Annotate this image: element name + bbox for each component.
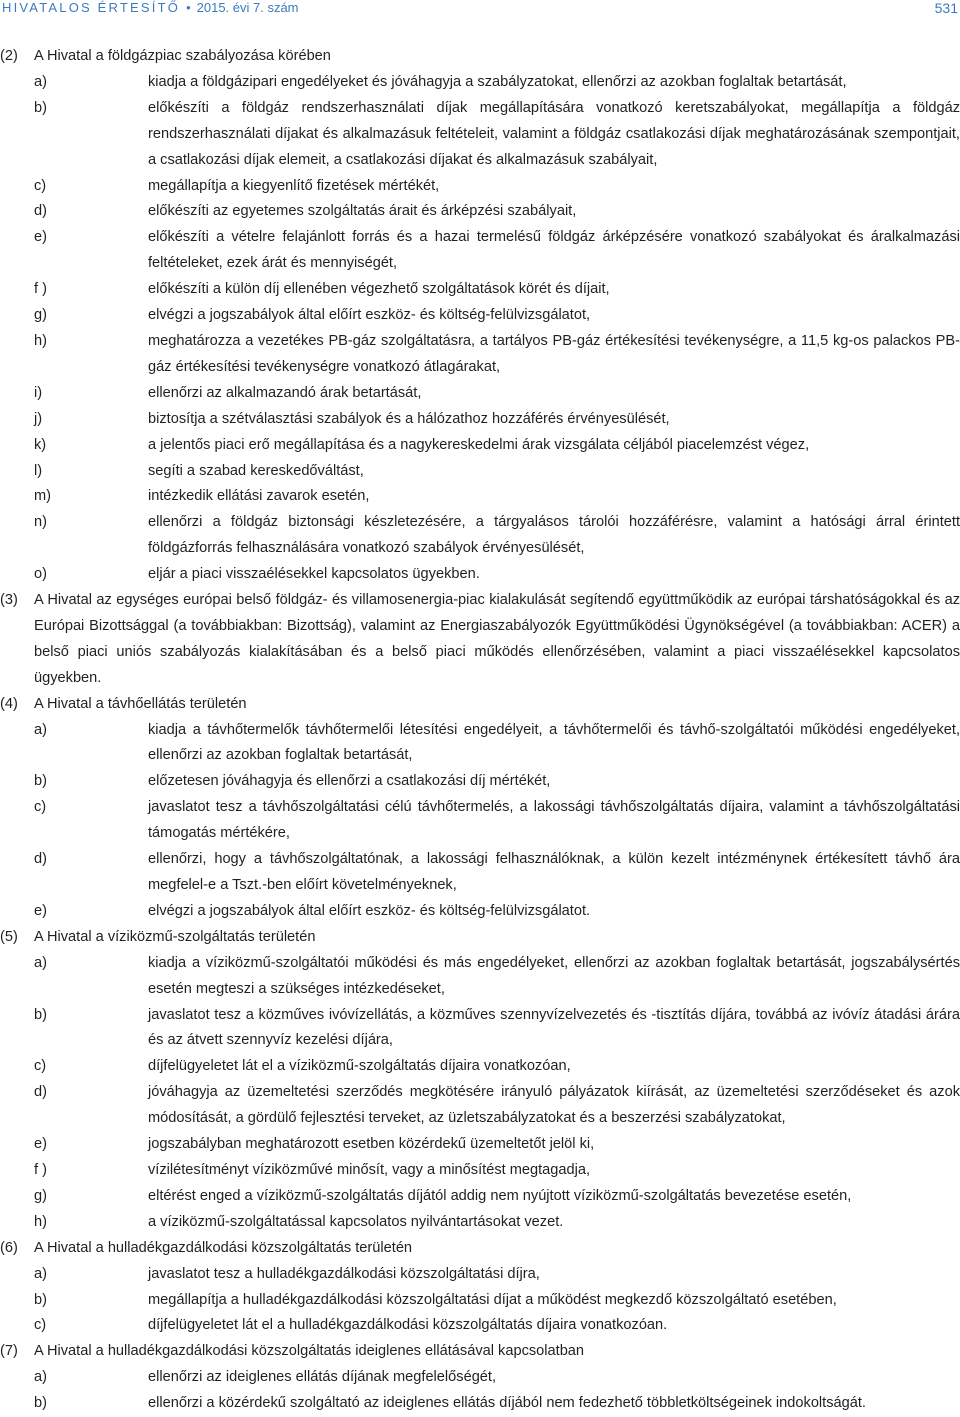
section-number: (2): [0, 48, 18, 64]
list-item: [0, 174, 960, 200]
section-number: (3): [0, 592, 18, 609]
item-text: jogszabályban meghatározott esetben közérdekű üzemeltetőt jelöl ki,: [148, 1136, 595, 1153]
list-item: [0, 1132, 960, 1158]
list-item: [0, 1003, 960, 1055]
item-label: e): [34, 229, 47, 246]
item-text: díjfelügyeletet lát el a víziközmű-szolgáltatás díjaira vonatkozóan,: [148, 1058, 571, 1075]
item-label: c): [34, 177, 47, 194]
item-text: kiadja a földgázipari engedélyeket és jóváhagyja a szabályzatokat, ellenőrzi az azokban foglaltak betartását,: [148, 73, 847, 90]
item-label: a): [34, 721, 47, 738]
list-item: [0, 510, 960, 562]
item-label: d): [34, 851, 47, 868]
item-text: ellenőrzi az alkalmazandó árak betartását,: [148, 384, 422, 401]
item-text: előkészíti a külön díj ellenében végezhető szolgáltatások körét és díjait,: [148, 281, 610, 298]
item-text: javaslatot tesz a távhőszolgáltatási célú távhőtermelés, a lakossági távhőszolgáltatás díjaira, valamint a távhőszolgáltatási támogatás mértékére,: [148, 799, 960, 842]
bullet-separator: •: [186, 0, 191, 15]
list-item: [0, 1054, 960, 1080]
item-label: e): [34, 1136, 47, 1153]
list-item: [0, 1210, 960, 1236]
item-label: b): [34, 773, 47, 790]
item-label: j): [34, 410, 43, 427]
item-label: c): [34, 1058, 47, 1075]
section-intro: A Hivatal a hulladékgazdálkodási közszolgáltatás ideiglenes ellátásával kapcsolatban: [34, 1343, 585, 1360]
item-label: a): [34, 1265, 47, 1282]
section-number: (5): [0, 928, 18, 945]
item-text: javaslatot tesz a hulladékgazdálkodási közszolgáltatási díjra,: [148, 1265, 540, 1282]
journal-title: HIVATALOS ÉRTESÍTŐ: [2, 0, 181, 15]
item-text: a víziközmű-szolgáltatással kapcsolatos nyilvántartásokat vezet.: [148, 1213, 564, 1230]
section-paragraph: [0, 692, 960, 718]
list-item: [0, 199, 960, 225]
item-text: megállapítja a hulladékgazdálkodási közszolgáltatási díjat a működést megkezdő közszolgáltató esetében,: [148, 1291, 837, 1308]
list-item: [0, 562, 960, 588]
item-label: i): [34, 384, 43, 401]
list-item: [0, 1184, 960, 1210]
item-text: kiadja a távhőtermelők távhőtermelői létesítési engedélyeit, a távhőtermelői és távhő-szolgáltatói működési engedélyeket, ellenőrzi az azokban foglaltak betartását,: [148, 721, 960, 764]
item-label: l): [34, 462, 43, 479]
list-item: [0, 795, 960, 847]
list-item: [0, 484, 960, 510]
section-paragraph: [0, 1236, 960, 1262]
item-text: ellenőrzi az ideiglenes ellátás díjának megfelelőségét,: [148, 1369, 497, 1386]
item-text: elvégzi a jogszabályok által előírt eszköz- és költség-felülvizsgálatot,: [148, 307, 591, 324]
item-label: a): [34, 1369, 47, 1386]
item-text: megállapítja a kiegyenlítő fizetések mértékét,: [148, 177, 440, 194]
item-text: vízilétesítményt víziközművé minősít, vagy a minősítést megtagadja,: [148, 1161, 591, 1178]
list-item: [0, 769, 960, 795]
item-label: b): [34, 1395, 47, 1412]
list-item: [0, 329, 960, 381]
list-item: [0, 433, 960, 459]
item-text: kiadja a víziközmű-szolgáltatói működési és más engedélyeket, ellenőrzi az azokban foglaltak betartását, jogszabálysértés esetén megteszi a szükséges intézkedéseket,: [148, 954, 960, 997]
item-label: g): [34, 1187, 47, 1204]
list-item: [0, 303, 960, 329]
item-text: eltérést enged a víziközmű-szolgáltatás díjától addig nem nyújtott víziközmű-szolgáltatás bevezetése esetén,: [148, 1187, 852, 1204]
item-label: n): [34, 514, 47, 531]
list-item: [0, 847, 960, 899]
section-number: (7): [0, 1343, 18, 1360]
item-text: meghatározza a vezetékes PB-gáz szolgáltatásra, a tartályos PB-gáz értékesítési tevékenységre, a 11,5 kg-os palackos PB-gáz értékesítési tevékenységre vonatkozó átlagárakat,: [148, 332, 960, 375]
list-item: [0, 899, 960, 925]
list-item: [0, 1288, 960, 1314]
list-item: [0, 1262, 960, 1288]
list-item: [0, 96, 960, 174]
item-text: a jelentős piaci erő megállapítása és a nagykereskedelmi árak vizsgálata céljából piacelemzést végez,: [148, 436, 810, 453]
list-item: [0, 277, 960, 303]
item-text: elvégzi a jogszabályok által előírt eszköz- és költség-felülvizsgálatot.: [148, 902, 591, 919]
section-paragraph: [0, 588, 960, 692]
list-item: [0, 1391, 960, 1417]
section-intro: A Hivatal a földgázpiac szabályozása körében: [34, 48, 331, 64]
item-text: díjfelügyeletet lát el a hulladékgazdálkodási közszolgáltatás díjaira vonatkozóan.: [148, 1317, 668, 1334]
item-label: k): [34, 436, 47, 453]
section-intro: A Hivatal a hulladékgazdálkodási közszolgáltatás területén: [34, 1239, 413, 1256]
list-item: [0, 1365, 960, 1391]
item-label: b): [34, 1291, 47, 1308]
item-label: b): [34, 99, 47, 116]
item-text: javaslatot tesz a közműves ivóvízellátás, a közműves szennyvízelvezetés és -tisztítás díjára, továbbá az ivóvíz átadási árára és az átvett szennyvíz kezelési díjára,: [148, 1006, 960, 1049]
item-label: e): [34, 902, 47, 919]
item-label: b): [34, 1006, 47, 1023]
item-text: előkészíti a vételre felajánlott forrás és a hazai termelésű földgáz árképzésére vonatkozó szabályokat és áralkalmazási feltételeket, ezek árát és mennyiségét,: [148, 229, 960, 272]
section-number: (4): [0, 695, 18, 712]
item-text: előzetesen jóváhagyja és ellenőrzi a csatlakozási díj mértékét,: [148, 773, 551, 790]
list-item: [0, 459, 960, 485]
item-label: c): [34, 799, 47, 816]
item-text: eljár a piaci visszaélésekkel kapcsolatos ügyekben.: [148, 566, 480, 583]
issue-number: 2015. évi 7. szám: [196, 0, 299, 15]
item-text: ellenőrzi a földgáz biztonsági készletezésére, a tárgyalásos tárolói hozzáférésre, valamint a hatósági árral érintett földgázforrás felhasználására vonatkozó szabályok érvényesülését,: [148, 514, 960, 557]
item-label: h): [34, 1213, 47, 1230]
item-label: c): [34, 1317, 47, 1334]
item-label: o): [34, 566, 47, 583]
item-text: ellenőrzi, hogy a távhőszolgáltatónak, a lakossági felhasználóknak, a külön kezelt intézménynek értékesített távhő ára megfelel-e a Tszt.-ben előírt követelményeknek,: [148, 851, 960, 893]
list-item: [0, 381, 960, 407]
item-label: a): [34, 73, 47, 90]
list-item: [0, 70, 960, 96]
section-number: (6): [0, 1239, 18, 1256]
item-label: g): [34, 307, 47, 324]
item-text: ellenőrzi a közérdekű szolgáltató az ideiglenes ellátás díjából nem fedezhető többletköltségeinek indokoltságát.: [148, 1395, 866, 1412]
list-item: [0, 951, 960, 1003]
item-text: segíti a szabad kereskedőváltást,: [148, 462, 364, 479]
document-body: [0, 44, 960, 1417]
item-text: intézkedik ellátási zavarok esetén,: [148, 488, 370, 505]
list-item: [0, 718, 960, 770]
journal-issue: [2, 0, 299, 15]
item-text: előkészíti a földgáz rendszerhasználati díjak megállapítására vonatkozó keretszabályokat, megállapítja a földgáz rendszerhasználati díjakat és alkalmazásuk feltételeit, valamint a földgáz csatlakozási díjak meghatározásának szempontjait, a csatlakozási díjak elemeit, a csatlakozási díjakat és alkalmazásuk szabályait,: [148, 99, 960, 168]
section-paragraph: [0, 925, 960, 951]
section-intro: A Hivatal a távhőellátás területén: [34, 695, 247, 712]
item-label: m): [34, 488, 52, 505]
item-label: d): [34, 1084, 47, 1101]
page-number: 531: [934, 0, 958, 16]
list-item: [0, 1158, 960, 1184]
running-header: [0, 0, 960, 16]
section-paragraph: [0, 1339, 960, 1365]
section-intro: A Hivatal a víziközmű-szolgáltatás területén: [34, 928, 316, 945]
item-text: előkészíti az egyetemes szolgáltatás árait és árképzési szabályait,: [148, 203, 577, 220]
list-item: [0, 1313, 960, 1339]
list-item: [0, 407, 960, 433]
list-item: [0, 225, 960, 277]
item-text: biztosítja a szétválasztási szabályok és a hálózathoz hozzáférés érvényesülését,: [148, 410, 670, 427]
item-label: f ): [34, 1161, 47, 1178]
item-label: f ): [34, 281, 47, 298]
item-text: jóváhagyja az üzemeltetési szerződés megkötésére irányuló pályázatok kiírását, az üzemeltetési szerződéseket és azok módosítását, a gördülő fejlesztési terveket, az üzletszabályzatokat és a beszerzési szabályzatokat,: [148, 1084, 960, 1127]
item-label: h): [34, 332, 47, 349]
item-label: a): [34, 954, 47, 971]
item-label: d): [34, 203, 47, 220]
section-paragraph: [0, 44, 960, 70]
section-text: A Hivatal az egységes európai belső földgáz- és villamosenergia-piac kialakulását segítendő együttműködik az európai társhatóságokkal és az Európai Bizottsággal (a továbbiakban: Bizottság), valamint az Energiaszabályozók Együttműködési Ügynökségével (a továbbiakban: ACER) a belső piaci uniós szabályozás kialakításában és a belső piaci működés ellenőrzésében, valamint a piaci visszaélésekkel kapcsolatos ügyekben.: [34, 592, 960, 686]
list-item: [0, 1080, 960, 1132]
